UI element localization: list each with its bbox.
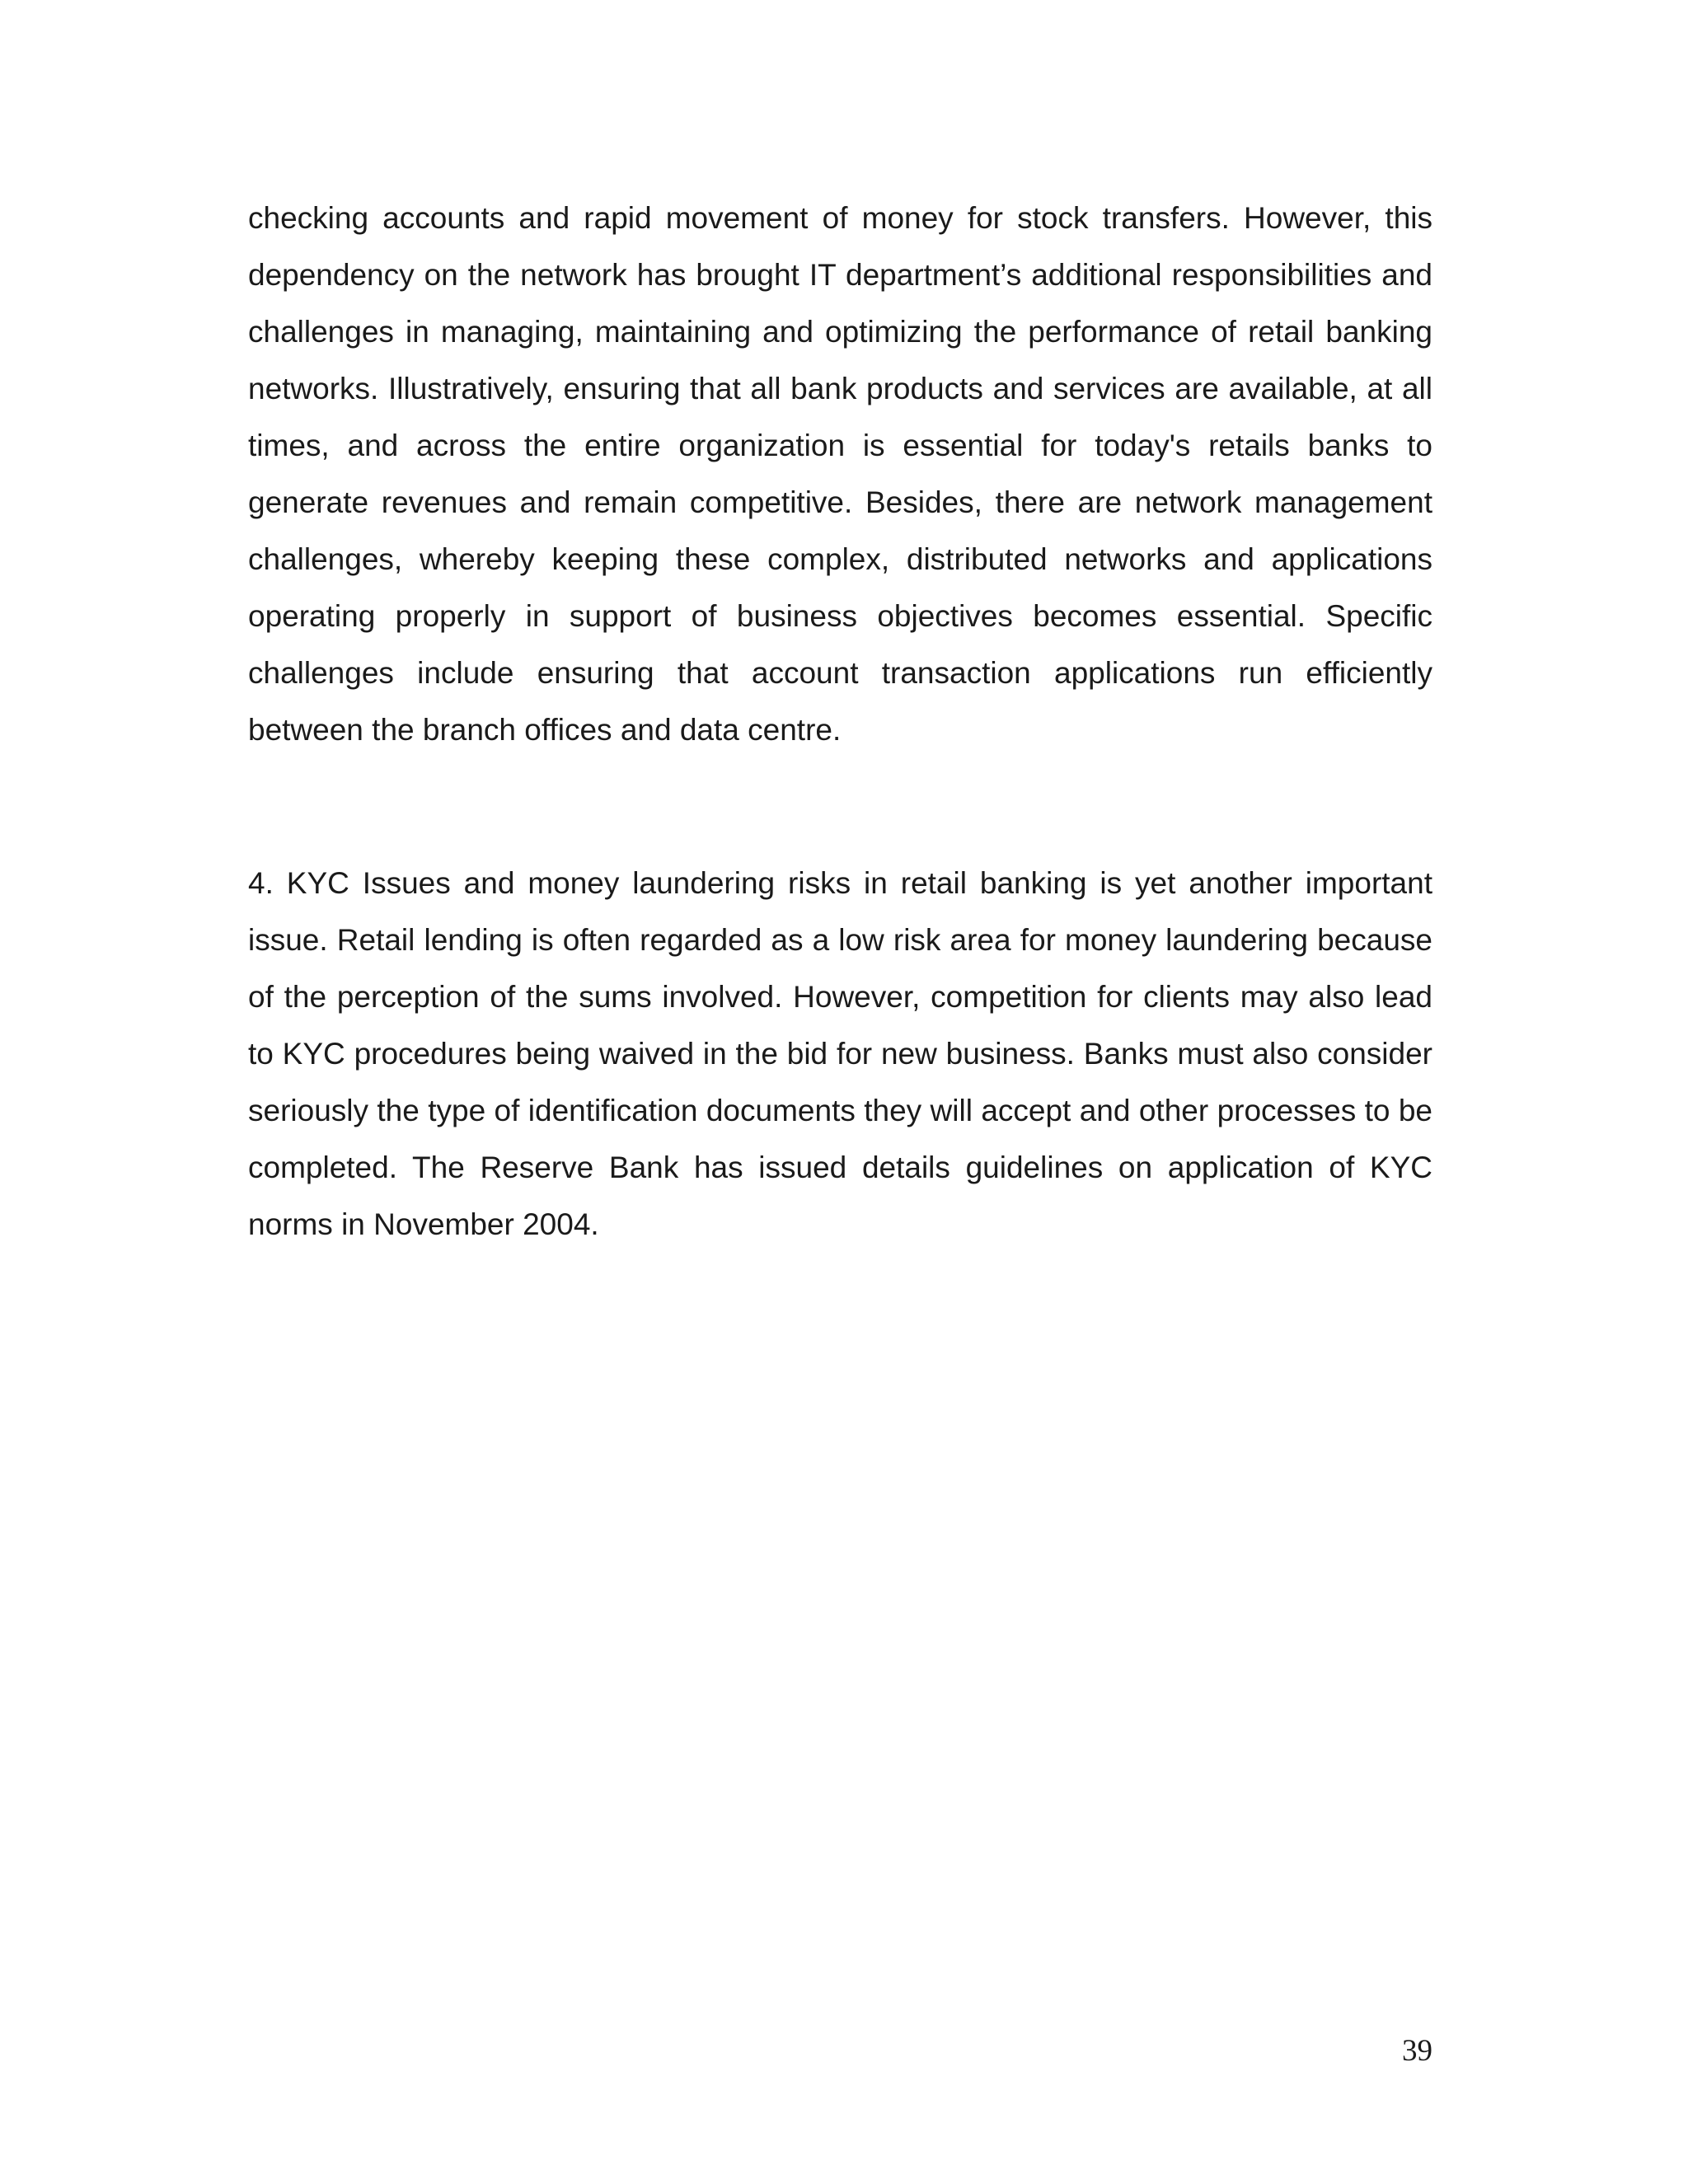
page-number: 39 [1402, 2034, 1432, 2068]
body-paragraph-network-challenges [248, 190, 1432, 758]
body-paragraph-kyc-issues [248, 855, 1432, 1253]
paragraph-text: checking accounts and rapid movement of money for stock transfers. However, this dependency on the network has brought IT department’s additional responsibilities and challenges in managing, maintaining and optimizing the performance of retail banking networks. Illustratively, ensuring that all bank products and services are available, at all times, and across the entire organization is essential for today's retails banks to generate revenues and remain competitive. Besides, there are network management challenges, whereby keeping these complex, distributed networks and applications operating properly in support of business objectives becomes essential. Specific challenges include ensuring that account transaction applications run efficiently between the branch offices and data centre. [248, 201, 1432, 747]
paragraph-text: 4. KYC Issues and money laundering risks in retail banking is yet another important issue. Retail lending is often regarded as a low risk area for money laundering because of the perception of the sums involved. However, competition for clients may also lead to KYC procedures being waived in the bid for new business. Banks must also consider seriously the type of identification documents they will accept and other processes to be completed. The Reserve Bank has issued details guidelines on application of KYC norms in November 2004. [248, 866, 1432, 1241]
